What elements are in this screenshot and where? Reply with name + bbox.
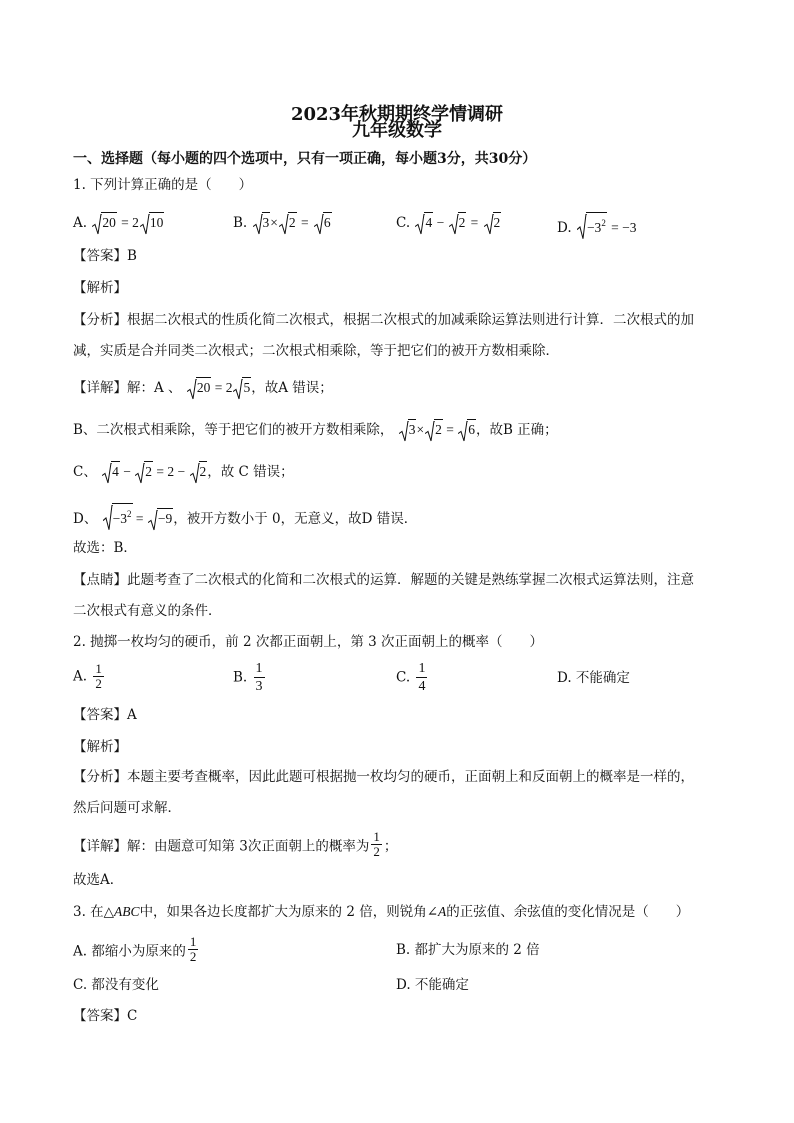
q1-detail-a: 【详解】解：A 、 20 = 2 5，故A 错误； [73, 377, 333, 398]
q2-analysis-heading: 【解析】 [73, 739, 127, 755]
q3-option-b: B. 都扩大为原来的 2 倍 [396, 942, 540, 958]
q1-analysis-line1: 【分析】根据二次根式的性质化简二次根式，根据二次根式的加减乘除运算法则进行计算．二次根式的加 [73, 312, 694, 328]
q1-option-c: C. 4 − 2 = 2 [396, 212, 501, 233]
q3-option-c: C. 都没有变化 [73, 977, 159, 993]
q2-option-d: D. 不能确定 [557, 670, 630, 686]
q2-detail: 【详解】解：由题意可知第 3次正面朝上的概率为 $\frac{1}{2}$ ； [73, 829, 398, 859]
q2-option-b: B. $\frac{1}{3}$ [233, 661, 263, 694]
q1-comment-line2: 二次根式有意义的条件． [73, 603, 222, 619]
q1-comment-line1: 【点睛】此题考查了二次根式的化简和二次根式的运算．解题的关键是熟练掌握二次根式运算法则，注意 [73, 572, 694, 588]
q3-stem: 3. 在△ABC中，如果各边长度都扩大为原来的 2 倍，则锐角∠A的正弦值、余弦值的变化情况是（ ） [73, 904, 690, 920]
q3-option-a: A. 都缩小为原来的 $\frac{1}{2}$ [73, 934, 197, 964]
q2-analysis-line2: 然后问题可求解． [73, 800, 181, 816]
q2-analysis-line1: 【分析】本题主要考查概率，因此此题可根据抛一枚均匀的硬币，正面朝上和反面朝上的概率是一样的， [73, 769, 694, 785]
q1-option-b: B. 3× 2 = 6 [233, 212, 332, 233]
q1-option-a: A. 20 = 2 10 [73, 212, 164, 233]
q1-detail-b: B、二次根式相乘除，等于把它们的被开方数相乘除， 3× 2 = 6，故B 正确； [73, 419, 558, 440]
page-subtitle: 九年级数学 [352, 120, 442, 141]
q1-analysis-heading: 【解析】 [73, 280, 127, 296]
q1-answer: 【答案】B [73, 248, 137, 264]
q2-choose: 故选A． [73, 872, 124, 888]
q2-answer: 【答案】A [73, 707, 137, 723]
q1-stem: 1. 下列计算正确的是（ ） [73, 177, 253, 193]
q2-option-a: A. $\frac{1}{2}$ [73, 661, 102, 691]
section-heading: 一、选择题（每小题的四个选项中，只有一项正确，每小题3分，共30分） [73, 151, 537, 167]
q3-answer: 【答案】C [73, 1008, 138, 1024]
page-title: 2023年秋期期终学情调研 [290, 104, 504, 125]
q2-option-c: C. $\frac{1}{4}$ [396, 661, 426, 694]
q3-option-d: D. 不能确定 [396, 977, 469, 993]
q1-detail-c: C、 4 − 2 = 2 − 2，故 C 错误； [73, 461, 294, 482]
q1-choose: 故选：B． [73, 540, 137, 556]
q1-option-d: D. $-3^2 = -3$ [557, 212, 636, 238]
q1-analysis-line2: 减，实质是合并同类二次根式；二次根式相乘除，等于把它们的被开方数相乘除． [73, 343, 559, 359]
q2-stem: 2. 抛掷一枚均匀的硬币，前 2 次都正面朝上，第 3 次正面朝上的概率（ ） [73, 634, 544, 650]
q1-detail-d: D、 $-3^2$ = −9，被开方数小于 0，无意义，故D 错误． [73, 503, 417, 529]
